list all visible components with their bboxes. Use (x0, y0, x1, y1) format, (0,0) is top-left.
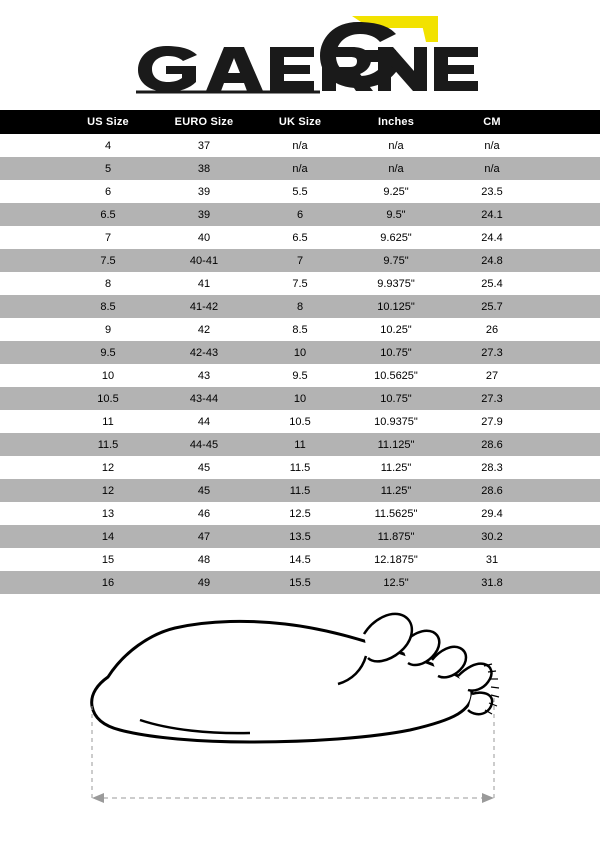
gaerne-logo (120, 12, 480, 94)
table-row (60, 479, 540, 502)
cell-inches: 9.5" (348, 203, 444, 226)
brand-header (0, 0, 600, 110)
cell-us-size: 12 (60, 456, 156, 479)
cell-inches: 9.75" (348, 249, 444, 272)
cell-us-size: 5 (60, 157, 156, 180)
cell-euro-size: 42 (156, 318, 252, 341)
cell-euro-size: 37 (156, 134, 252, 157)
cell-cm: 24.4 (444, 226, 540, 249)
cell-euro-size: 47 (156, 525, 252, 548)
cell-euro-size: 40 (156, 226, 252, 249)
table-row (60, 295, 540, 318)
cell-cm: 24.8 (444, 249, 540, 272)
table-row (60, 548, 540, 571)
column-header-euro-size: EURO Size (156, 110, 252, 134)
cell-uk-size: 8.5 (252, 318, 348, 341)
cell-uk-size: n/a (252, 157, 348, 180)
cell-euro-size: 39 (156, 180, 252, 203)
table-row (60, 364, 540, 387)
measurement-arrow-icon (92, 793, 494, 803)
table-row (60, 410, 540, 433)
cell-inches: 10.5625" (348, 364, 444, 387)
cell-cm: 25.4 (444, 272, 540, 295)
cell-euro-size: 40-41 (156, 249, 252, 272)
cell-uk-size: 7 (252, 249, 348, 272)
cell-cm: 27 (444, 364, 540, 387)
cell-cm: 29.4 (444, 502, 540, 525)
cell-cm: 25.7 (444, 295, 540, 318)
table-row (60, 571, 540, 594)
cell-uk-size: 15.5 (252, 571, 348, 594)
cell-cm: 27.9 (444, 410, 540, 433)
cell-inches: 9.9375" (348, 272, 444, 295)
cell-inches: 10.75" (348, 387, 444, 410)
cell-cm: 27.3 (444, 387, 540, 410)
cell-inches: 11.875" (348, 525, 444, 548)
cell-euro-size: 43 (156, 364, 252, 387)
cell-euro-size: 46 (156, 502, 252, 525)
cell-uk-size: 11.5 (252, 479, 348, 502)
cell-uk-size: 13.5 (252, 525, 348, 548)
cell-cm: 28.6 (444, 433, 540, 456)
cell-euro-size: 39 (156, 203, 252, 226)
table-row (60, 203, 540, 226)
cell-us-size: 6 (60, 180, 156, 203)
cell-uk-size: 6.5 (252, 226, 348, 249)
cell-euro-size: 45 (156, 456, 252, 479)
cell-us-size: 4 (60, 134, 156, 157)
cell-inches: n/a (348, 157, 444, 180)
cell-inches: 12.1875" (348, 548, 444, 571)
cell-inches: 10.25" (348, 318, 444, 341)
cell-us-size: 9.5 (60, 341, 156, 364)
cell-inches: 12.5" (348, 571, 444, 594)
cell-us-size: 15 (60, 548, 156, 571)
table-row (60, 272, 540, 295)
cell-euro-size: 45 (156, 479, 252, 502)
cell-cm: n/a (444, 157, 540, 180)
cell-us-size: 16 (60, 571, 156, 594)
cell-euro-size: 41 (156, 272, 252, 295)
cell-uk-size: 10.5 (252, 410, 348, 433)
cell-cm: 31.8 (444, 571, 540, 594)
cell-cm: 28.6 (444, 479, 540, 502)
foot-outline-icon (80, 602, 520, 832)
cell-inches: 9.25" (348, 180, 444, 203)
cell-us-size: 8.5 (60, 295, 156, 318)
table-row (60, 525, 540, 548)
cell-cm: 24.1 (444, 203, 540, 226)
cell-euro-size: 48 (156, 548, 252, 571)
table-row (60, 341, 540, 364)
cell-us-size: 11.5 (60, 433, 156, 456)
cell-cm: 27.3 (444, 341, 540, 364)
column-header-cm: CM (444, 110, 540, 134)
cell-us-size: 13 (60, 502, 156, 525)
cell-us-size: 7 (60, 226, 156, 249)
cell-us-size: 8 (60, 272, 156, 295)
table-row (60, 226, 540, 249)
table-row (60, 157, 540, 180)
cell-inches: 11.25" (348, 456, 444, 479)
cell-us-size: 9 (60, 318, 156, 341)
cell-uk-size: 5.5 (252, 180, 348, 203)
column-header-uk-size: UK Size (252, 110, 348, 134)
table-row (60, 134, 540, 157)
cell-uk-size: 10 (252, 387, 348, 410)
column-header-inches: Inches (348, 110, 444, 134)
cell-uk-size: n/a (252, 134, 348, 157)
cell-inches: n/a (348, 134, 444, 157)
foot-measurement-diagram (0, 602, 600, 852)
cell-inches: 9.625" (348, 226, 444, 249)
table-row (60, 387, 540, 410)
cell-cm: 26 (444, 318, 540, 341)
table-header-row (60, 110, 540, 134)
cell-us-size: 10 (60, 364, 156, 387)
cell-euro-size: 42-43 (156, 341, 252, 364)
cell-uk-size: 11.5 (252, 456, 348, 479)
size-chart-container (0, 110, 600, 594)
table-body (60, 134, 540, 594)
cell-cm: n/a (444, 134, 540, 157)
table-row (60, 318, 540, 341)
size-chart-table (60, 110, 540, 594)
cell-uk-size: 9.5 (252, 364, 348, 387)
cell-us-size: 12 (60, 479, 156, 502)
cell-cm: 23.5 (444, 180, 540, 203)
cell-cm: 28.3 (444, 456, 540, 479)
gaerne-logo-icon (120, 12, 480, 94)
cell-uk-size: 12.5 (252, 502, 348, 525)
cell-euro-size: 44 (156, 410, 252, 433)
cell-euro-size: 49 (156, 571, 252, 594)
table-row (60, 456, 540, 479)
cell-uk-size: 11 (252, 433, 348, 456)
cell-inches: 11.25" (348, 479, 444, 502)
table-row (60, 502, 540, 525)
cell-inches: 11.125" (348, 433, 444, 456)
cell-inches: 10.75" (348, 341, 444, 364)
cell-euro-size: 44-45 (156, 433, 252, 456)
cell-euro-size: 41-42 (156, 295, 252, 318)
cell-euro-size: 43-44 (156, 387, 252, 410)
cell-inches: 10.9375" (348, 410, 444, 433)
cell-uk-size: 8 (252, 295, 348, 318)
cell-euro-size: 38 (156, 157, 252, 180)
cell-uk-size: 7.5 (252, 272, 348, 295)
cell-inches: 10.125" (348, 295, 444, 318)
table-row (60, 249, 540, 272)
cell-inches: 11.5625" (348, 502, 444, 525)
column-header-us-size: US Size (60, 110, 156, 134)
cell-us-size: 14 (60, 525, 156, 548)
cell-cm: 30.2 (444, 525, 540, 548)
cell-uk-size: 14.5 (252, 548, 348, 571)
cell-us-size: 10.5 (60, 387, 156, 410)
cell-cm: 31 (444, 548, 540, 571)
cell-us-size: 6.5 (60, 203, 156, 226)
cell-uk-size: 10 (252, 341, 348, 364)
table-row (60, 433, 540, 456)
cell-uk-size: 6 (252, 203, 348, 226)
table-row (60, 180, 540, 203)
cell-us-size: 7.5 (60, 249, 156, 272)
cell-us-size: 11 (60, 410, 156, 433)
